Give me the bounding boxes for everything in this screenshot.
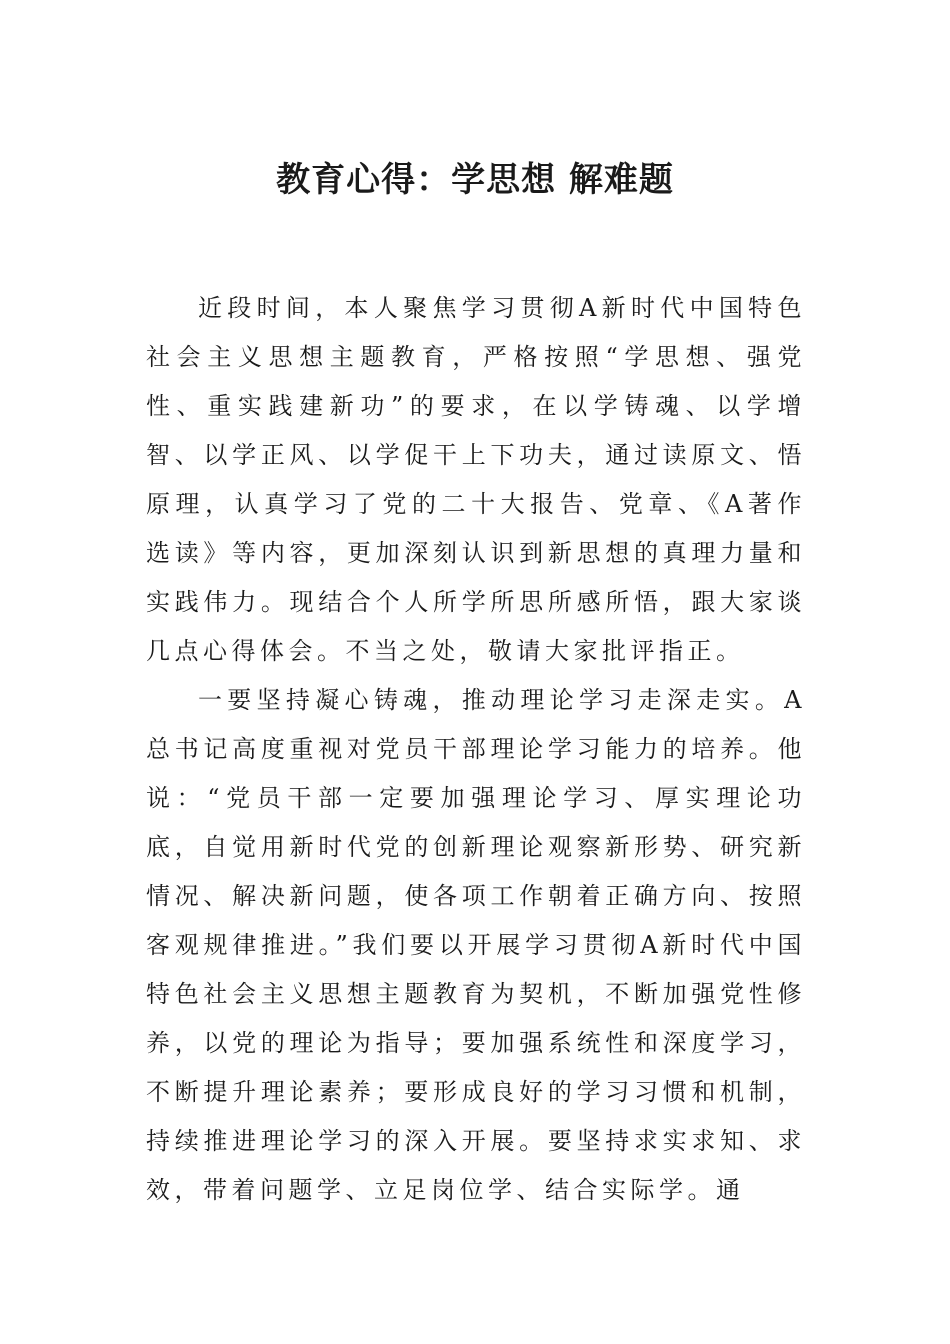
paragraph-point-one: 一要坚持凝心铸魂，推动理论学习走深走实。A总书记高度重视对党员干部理论学习能力的培养。他说：“党员干部一定要加强理论学习、厚实理论功底，自觉用新时代党的创新理论观察新形势、研究新情况、解决新问题，使各项工作朝着正确方向、按照客观规律推进。”我们要以开展学习贯彻A新时代中国特色社会主义思想主题教育为契机，不断加强党性修养，以党的理论为指导；要加强系统性和深度学习，不断提升理论素养；要形成良好的学习习惯和机制，持续推进理论学习的深入开展。要坚持求实求知、求效，带着问题学、立足岗位学、结合实际学。通 [146,686,806,1204]
document-body [146,284,806,1215]
paragraph-intro: 近段时间，本人聚焦学习贯彻A新时代中国特色社会主义思想主题教育，严格按照“学思想、强党性、重实践建新功”的要求，在以学铸魂、以学增智、以学正风、以学促干上下功夫，通过读原文、悟原理，认真学习了党的二十大报告、党章、《A著作选读》等内容，更加深刻认识到新思想的真理力量和实践伟力。现结合个人所学所思所感所悟，跟大家谈几点心得体会。不当之处，敬请大家批评指正。 [146,294,806,665]
document-title: 教育心得：学思想 解难题 [276,160,674,200]
